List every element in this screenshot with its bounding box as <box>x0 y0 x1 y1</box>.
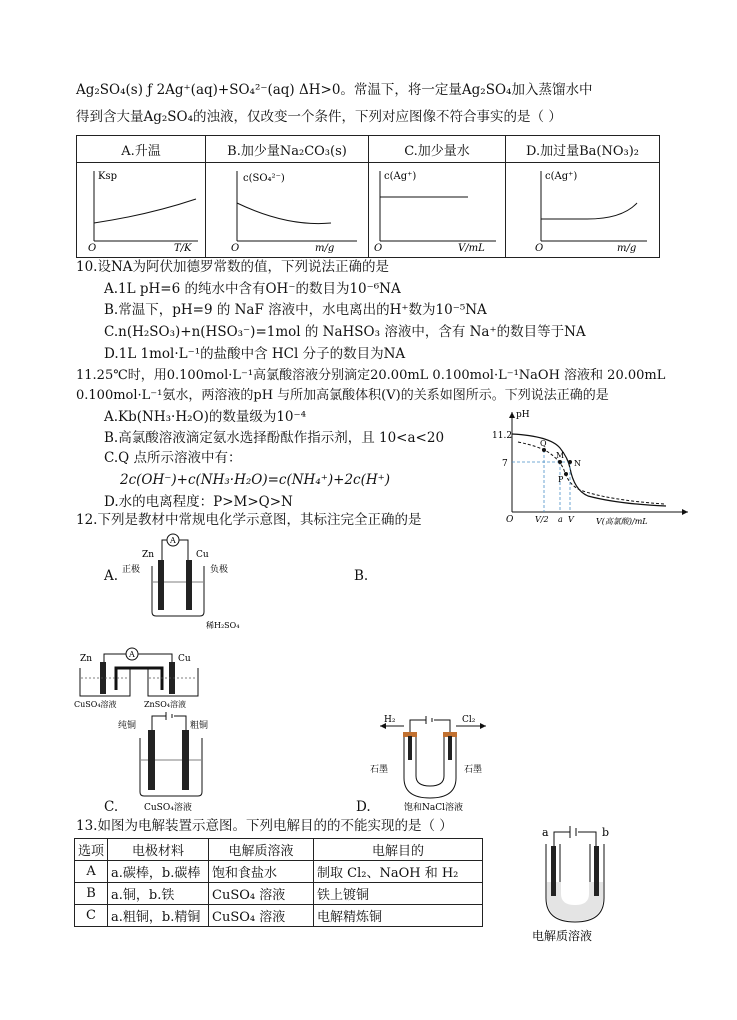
q9-graph-d <box>506 163 660 258</box>
q12-b-zn: Zn <box>80 654 93 664</box>
q13-row-b-purpose: 铁上镀铜 <box>314 883 483 905</box>
q12-b-meter: A <box>129 650 135 659</box>
q13-header-solution: 电解质溶液 <box>209 839 314 861</box>
q9-graph-b <box>206 163 369 258</box>
q9b-xlabel: m/g <box>315 243 335 253</box>
q11-xtick-a: a <box>558 515 563 524</box>
q13-row-c-electrode: a.粗铜，b.精铜 <box>108 905 209 927</box>
q12-b-right-sol: ZnSO₄溶液 <box>144 700 186 709</box>
q12-c-right: 粗铜 <box>190 721 209 731</box>
q10-option-a: A.1L pH=6 的纯水中含有OH⁻的数目为10⁻⁶NA <box>104 281 401 297</box>
q12-c-solution: CuSO₄溶液 <box>144 803 192 813</box>
q13-row-b-solution: CuSO₄ 溶液 <box>209 883 314 905</box>
q11-xtick-v: V <box>568 515 574 524</box>
q13-figure-caption: 电解质溶液 <box>532 929 593 943</box>
q11-option-a: A.Kb(NH₃·H₂O)的数量级为10⁻⁴ <box>104 409 307 425</box>
q13-row-a-purpose: 制取 Cl₂、NaOH 和 H₂ <box>314 861 483 883</box>
q11-xtick-half: V/2 <box>535 515 549 524</box>
q12-d-h2: H₂ <box>384 715 396 725</box>
q11-ytick-112: 11.2 <box>492 431 513 441</box>
q12-a-zn: Zn <box>142 550 155 560</box>
q9-table <box>76 135 660 258</box>
q12-d-left-el: 石墨 <box>370 765 389 775</box>
q9-header-c: C.加少量水 <box>369 136 506 163</box>
q12-c-letter: C. <box>104 799 119 815</box>
q12-a-meter: A <box>170 536 176 545</box>
q11-origin: O <box>506 515 514 525</box>
q9-header-d: D.加过量Ba(NO₃)₂ <box>506 136 660 163</box>
q11-point-p: P <box>558 475 564 484</box>
q12-stem: 12.下列是教材中常规电化学示意图，其标注完全正确的是 <box>76 512 422 528</box>
q13-row-a-solution: 饱和食盐水 <box>209 861 314 883</box>
q12-a-right: 负极 <box>210 565 229 575</box>
q13-header-purpose: 电解目的 <box>314 839 483 861</box>
q13-table <box>74 838 483 927</box>
q13-row-c-purpose: 电解精炼铜 <box>314 905 483 927</box>
q13-row-a-option: A <box>75 861 108 883</box>
q9a-origin: O <box>88 243 97 253</box>
q9a-ylabel: Ksp <box>98 171 118 182</box>
q13-row-c-option: C <box>75 905 108 927</box>
q12-b-letter: B. <box>354 568 369 584</box>
q12-a-figure <box>118 530 248 642</box>
q9c-xlabel: V/mL <box>458 243 485 253</box>
q11-line1: 11.25℃时，用0.100mol·L⁻¹高氯酸溶液分别滴定20.00mL 0.100mol·L⁻¹NaOH 溶液和 20.00mL <box>76 368 666 383</box>
q9b-ylabel: c(SO₄²⁻) <box>243 173 285 184</box>
q9d-xlabel: m/g <box>617 243 637 253</box>
q10-option-c: C.n(H₂SO₃)+n(HSO₃⁻)=1mol 的 NaHSO₃ 溶液中，含有 Na⁺的数目等于NA <box>104 324 586 340</box>
q11-point-q: Q <box>540 439 547 448</box>
q12-b-cu: Cu <box>178 654 191 664</box>
q13-row-c-solution: CuSO₄ 溶液 <box>209 905 314 927</box>
q12-d-cl2: Cl₂ <box>462 715 476 725</box>
q12-d-solution: 饱和NaCl溶液 <box>404 803 464 812</box>
q13-header-electrode: 电极材料 <box>108 839 209 861</box>
q9c-origin: O <box>374 243 383 253</box>
q11-option-c: C.Q 点所示溶液中有： <box>104 450 242 466</box>
q9-line1: Ag₂SO₄(s) ƒ 2Ag⁺(aq)+SO₄²⁻(aq) ΔH>0。常温下，将一定量Ag₂SO₄加入蒸馏水中 <box>76 82 593 98</box>
q12-d-figure <box>370 712 510 812</box>
q12-c-left: 纯铜 <box>118 721 137 731</box>
q11-point-m: M <box>556 451 565 460</box>
q9d-origin: O <box>535 243 544 253</box>
q13-label-a: a <box>542 826 549 839</box>
q13-header-option: 选项 <box>75 839 108 861</box>
q11-option-b: B.高氯酸溶液滴定氨水选择酚酞作指示剂，且 10<a<20 <box>104 430 445 446</box>
q11-option-d: D.水的电离程度：P>M>Q>N <box>104 494 293 510</box>
q13-row-b-option: B <box>75 883 108 905</box>
q11-equation: 2c(OH⁻)+c(NH₃·H₂O)=c(NH₄⁺)+2c(H⁺) <box>120 472 391 488</box>
q12-d-right-el: 石墨 <box>464 765 483 775</box>
q11-ylabel: pH <box>516 410 530 420</box>
q12-d-letter: D. <box>356 799 371 815</box>
q11-xlabel: V(高氯酸)/mL <box>596 517 648 526</box>
q9-line2: 得到含大量Ag₂SO₄的浊液，仅改变一个条件，下列对应图像不符合事实的是（ ） <box>76 109 562 125</box>
q12-c-figure <box>114 710 224 814</box>
q9-header-b: B.加少量Na₂CO₃(s) <box>206 136 369 163</box>
q9d-ylabel: c(Ag⁺) <box>545 171 578 182</box>
table-row <box>75 905 483 927</box>
q12-a-solution: 稀H₂SO₄ <box>206 621 240 630</box>
q12-a-cu: Cu <box>196 550 209 560</box>
q12-a-left: 正极 <box>122 565 141 575</box>
q9a-xlabel: T/K <box>174 243 192 253</box>
q11-point-n: N <box>574 459 581 468</box>
q13-stem: 13.如图为电解装置示意图。下列电解目的的不能实现的是（ ） <box>76 818 453 834</box>
q10-stem: 10.设NA为阿伏加德罗常数的值，下列说法正确的是 <box>76 259 390 275</box>
q11-line2: 0.100mol·L⁻¹氨水，两溶液的pH 与所加高氯酸体积(V)的关系如图所示。下列说法正确的是 <box>76 388 609 403</box>
q11-titration-graph <box>488 408 698 538</box>
q9b-origin: O <box>231 243 240 253</box>
q9-graph-c <box>369 163 506 258</box>
q9c-ylabel: c(Ag⁺) <box>384 171 417 182</box>
q10-option-b: B.常温下，pH=9 的 NaF 溶液中，水电离出的H⁺数为10⁻⁵NA <box>104 302 487 318</box>
q11-ytick-7: 7 <box>502 459 508 469</box>
q9-header-a: A.升温 <box>77 136 206 163</box>
q13-row-b-electrode: a.铜，b.铁 <box>108 883 209 905</box>
table-row <box>75 861 483 883</box>
q12-b-left-sol: CuSO₄溶液 <box>74 700 117 709</box>
q13-row-a-electrode: a.碳棒，b.碳棒 <box>108 861 209 883</box>
q10-option-d: D.1L 1mol·L⁻¹的盐酸中含 HCl 分子的数目为NA <box>104 346 406 362</box>
table-row <box>75 883 483 905</box>
q12-b-figure <box>74 644 214 710</box>
q13-electrolysis-figure <box>526 822 626 946</box>
q13-label-b: b <box>602 826 610 839</box>
q12-a-letter: A. <box>104 568 119 584</box>
q9-graph-a <box>77 163 206 258</box>
